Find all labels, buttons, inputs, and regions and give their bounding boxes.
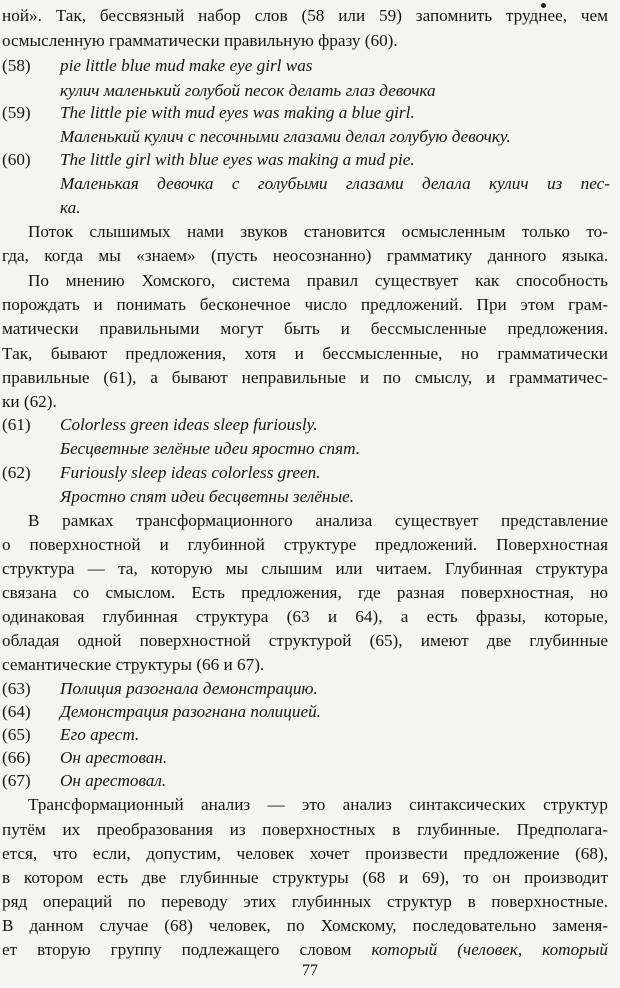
example-64 <box>2 700 608 724</box>
example-russian: Маленький кулич с песочными глазами делал голубую девочку. <box>60 127 511 146</box>
italic-run: который (человек, который <box>371 940 608 959</box>
example-english: Colorless green ideas sleep furiously. <box>60 415 318 434</box>
example-english: pie little blue mud make eye girl was <box>60 56 313 75</box>
example-number: (63) <box>2 679 31 698</box>
example-english: The little pie with mud eyes was making a blue girl. <box>60 103 415 122</box>
example-russian: Он арестован. <box>60 748 168 767</box>
example-number: (66) <box>2 748 31 767</box>
example-58-translation <box>2 79 608 103</box>
example-number: (59) <box>2 103 31 122</box>
text-line: В рамках трансформационного анализа существует представление <box>28 511 608 530</box>
example-60-translation <box>2 172 608 196</box>
text-line: По мнению Хомского, система правил существует как способность <box>28 271 608 290</box>
text-run: ет вторую группу подлежащего словом <box>2 940 372 959</box>
example-61 <box>2 413 608 437</box>
text-line: в котором есть две глубинные структуры (68 и 69), то он производит <box>2 868 608 887</box>
text-line: осмысленную грамматически правильную фразу (60). <box>2 31 398 50</box>
text-line: структура — та, которую мы слышим или читаем. Глубинная структура <box>2 559 608 578</box>
text-line: гда, когда мы «знаем» (пусть неосознанно) грамматику данного языка. <box>2 246 608 265</box>
example-number: (65) <box>2 725 31 744</box>
text-line: ется, что если, допустим, человек хочет произвести предложение (68), <box>2 844 608 863</box>
example-number: (58) <box>2 56 31 75</box>
text-line: ряд операций по переводу этих глубинных структур в поверхностные. <box>2 892 608 911</box>
example-60 <box>2 148 608 172</box>
example-number: (60) <box>2 150 31 169</box>
example-62-translation <box>2 485 608 509</box>
text-line: порождать и понимать бесконечное число предложений. При этом грам- <box>2 295 608 314</box>
example-russian: Бесцветные зелёные идеи яростно спят. <box>60 439 361 458</box>
text-line: семантические структуры (66 и 67). <box>2 655 265 674</box>
example-russian: Он арестовал. <box>60 771 167 790</box>
example-english: Furiously sleep ideas colorless green. <box>60 463 321 482</box>
text-line-last <box>2 938 608 962</box>
example-russian: Полиция разогнала демонстрацию. <box>60 679 318 698</box>
example-59-translation <box>2 125 608 149</box>
example-61-translation <box>2 437 608 461</box>
text-line: одинаковая глубинная структура (63 и 64), а есть фразы, которые, <box>2 607 608 626</box>
text-line: матически правильными могут быть и бессмысленные предложения. <box>2 319 608 338</box>
text-line: Так, бывают предложения, хотя и бессмысленные, но грамматически <box>2 344 608 363</box>
text-line: путём их преобразования из поверхностных в глубинные. Предполага- <box>2 820 608 839</box>
example-59 <box>2 101 608 125</box>
example-number: (61) <box>2 415 31 434</box>
text-line: Поток слышимых нами звуков становится осмысленным только то- <box>28 222 608 241</box>
example-russian: Его арест. <box>60 725 140 744</box>
example-russian: кулич маленький голубой песок делать глаз девочка <box>60 81 436 100</box>
example-russian: Яростно спят идеи бесцветны зелёные. <box>60 487 355 506</box>
example-65 <box>2 723 608 747</box>
example-russian: Демонстрация разогнана полицией. <box>60 702 321 721</box>
example-russian: ка. <box>60 198 81 217</box>
page-number: 77 <box>302 962 318 979</box>
text-line: Трансформационный анализ — это анализ синтаксических структур <box>28 795 608 814</box>
example-russian: Маленькая девочка с голубыми глазами делала кулич из пес- <box>60 174 610 193</box>
text-line: о поверхностной и глубинной структуре предложений. Поверхностная <box>2 535 608 554</box>
example-60-translation-end <box>2 196 608 220</box>
example-63 <box>2 677 608 701</box>
example-58 <box>2 54 608 78</box>
example-number: (62) <box>2 463 31 482</box>
text-line: ки (62). <box>2 392 57 411</box>
example-number: (64) <box>2 702 31 721</box>
text-line: В данном случае (68) человек, по Хомскому, последовательно заменя- <box>2 916 608 935</box>
example-66 <box>2 746 608 770</box>
text-line: связана со смыслом. Есть предложения, где разная поверхностная, но <box>2 583 608 602</box>
text-line: ной». Так, бессвязный набор слов (58 или 59) запомнить труднее, чем <box>2 6 608 25</box>
text-line: правильные (61), а бывают неправильные и по смыслу, и грамматичес- <box>2 368 608 387</box>
text-line: обладая одной поверхностной структурой (65), имеют две глубинные <box>2 631 608 650</box>
example-67 <box>2 769 608 793</box>
example-number: (67) <box>2 771 31 790</box>
example-english: The little girl with blue eyes was making a mud pie. <box>60 150 415 169</box>
example-62 <box>2 461 608 485</box>
